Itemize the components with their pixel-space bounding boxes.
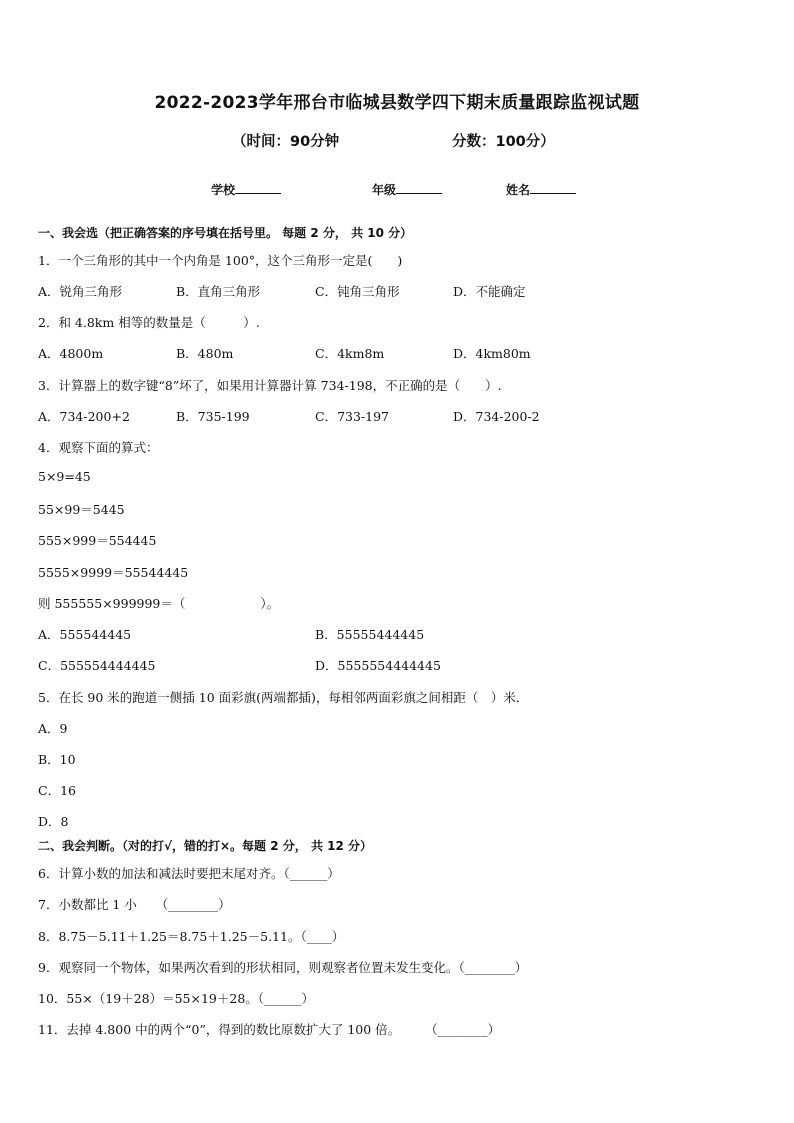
question-2-option-b[interactable]: B．480m [176, 346, 234, 361]
question-3-option-a[interactable]: A．734-200+2 [38, 409, 130, 424]
grade-label: 年级 [372, 183, 397, 197]
question-3-option-b[interactable]: B．735-199 [176, 409, 250, 424]
question-4-stem: 4．观察下面的算式： [38, 440, 159, 455]
question-4-line-3: 555×999＝554445 [38, 533, 157, 548]
question-4-option-d[interactable]: D．5555554444445 [315, 658, 441, 673]
question-5-option-c[interactable]: C．16 [38, 783, 76, 798]
grade-blank[interactable] [396, 181, 442, 194]
question-9[interactable]: 9．观察同一个物体，如果两次看到的形状相同，则观察者位置未发生变化。（________） [38, 960, 528, 975]
question-1-option-d[interactable]: D．不能确定 [453, 284, 526, 299]
exam-time: （时间：90分钟 [232, 134, 340, 150]
question-2-option-a[interactable]: A．4800m [38, 346, 104, 361]
question-5-option-d[interactable]: D．8 [38, 814, 69, 829]
question-3-option-c[interactable]: C．733-197 [315, 409, 390, 424]
school-label: 学校 [211, 183, 236, 197]
question-1-option-b[interactable]: B．直角三角形 [176, 284, 261, 299]
school-blank[interactable] [235, 181, 281, 194]
question-4-option-a[interactable]: A．555544445 [38, 627, 132, 642]
question-7[interactable]: 7．小数都比 1 小 （________） [38, 897, 231, 912]
question-1-option-a[interactable]: A．锐角三角形 [38, 284, 123, 299]
question-3-option-d[interactable]: D．734-200-2 [453, 409, 540, 424]
question-10[interactable]: 10．55×（19＋28）＝55×19＋28。（______） [38, 991, 315, 1006]
question-5-option-b[interactable]: B．10 [38, 752, 76, 767]
question-4-line-2: 55×99＝5445 [38, 502, 125, 517]
question-5-stem: 5．在长 90 米的跑道一侧插 10 面彩旗(两端都插)，每相邻两面彩旗之间相距（ ）米． [38, 690, 529, 705]
name-blank[interactable] [530, 181, 576, 194]
section-heading-choice: 一、我会选（把正确答案的序号填在括号里。 每题 2 分， 共 10 分） [38, 226, 413, 240]
question-4-line-1: 5×9=45 [38, 469, 91, 484]
question-6[interactable]: 6．计算小数的加法和减法时要把末尾对齐。（______） [38, 866, 340, 881]
question-3-stem: 3．计算器上的数字键“8”坏了，如果用计算器计算 734-198，不正确的是（ ）. [38, 378, 502, 393]
question-4-option-b[interactable]: B．55555444445 [315, 627, 425, 642]
question-1-stem: 1．一个三角形的其中一个内角是 100°，这个三角形一定是( ) [38, 253, 403, 268]
question-4-line-4: 5555×9999＝55544445 [38, 565, 189, 580]
question-4-option-c[interactable]: C．555554444445 [38, 658, 156, 673]
grade-field [372, 181, 442, 198]
question-11[interactable]: 11．去掉 4.800 中的两个“0”，得到的数比原数扩大了 100 倍。 （________） [38, 1022, 501, 1037]
question-2-option-d[interactable]: D．4km80m [453, 346, 531, 361]
section-heading-judge: 二、我会判断。（对的打√，错的打×。每题 2 分， 共 12 分） [38, 839, 372, 853]
question-1-option-c[interactable]: C．钝角三角形 [315, 284, 400, 299]
question-4-line-5: 则 555555×999999＝（ ）。 [38, 596, 280, 611]
question-8[interactable]: 8．8.75－5.11＋1.25＝8.75＋1.25－5.11。（____） [38, 929, 345, 944]
page-title: 2022-2023学年邢台市临城县数学四下期末质量跟踪监视试题 [154, 93, 640, 113]
question-2-option-c[interactable]: C．4km8m [315, 346, 385, 361]
name-field [506, 181, 576, 198]
exam-score: 分数：100分） [452, 134, 555, 150]
name-label: 姓名 [506, 183, 531, 197]
question-5-option-a[interactable]: A．9 [38, 721, 68, 736]
question-2-stem: 2．和 4.8km 相等的数量是（ ）. [38, 315, 260, 330]
school-field [211, 181, 281, 198]
